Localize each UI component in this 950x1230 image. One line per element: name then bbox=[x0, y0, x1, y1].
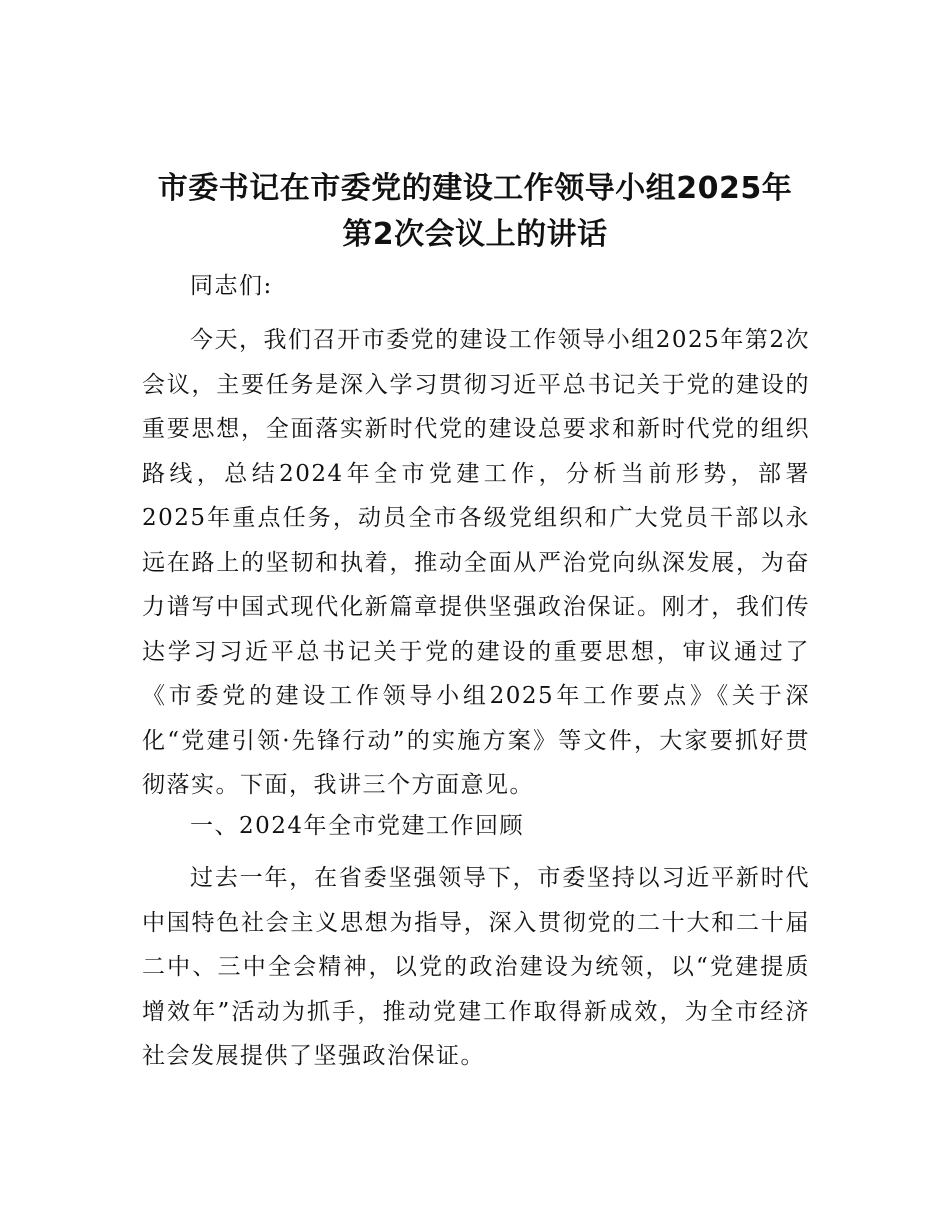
section-heading-1: 一、2024年全市党建工作回顾 bbox=[190, 813, 525, 839]
document-title-line-1: 市委书记在市委党的建设工作领导小组2025年 bbox=[157, 171, 793, 206]
paragraph-review: 过去一年，在省委坚强领导下，市委坚持以习近平新时代中国特色社会主义思想为指导，深入贯彻党的二十大和二十届二中、三中全会精神，以党的政治建设为统领，以“党建提质增效年”活动为抓手，推动党建工作取得新成效，为全市经济社会发展提供了坚强政治保证。 bbox=[142, 865, 810, 1069]
salutation: 同志们: bbox=[190, 273, 273, 299]
paragraph-opening: 今天，我们召开市委党的建设工作领导小组2025年第2次会议，主要任务是深入学习贯彻习近平总书记关于党的建设的重要思想，全面落实新时代党的建设总要求和新时代党的组织路线，总结2024年全市党建工作，分析当前形势，部署2025年重点任务，动员全市各级党组织和广大党员干部以永远在路上的坚韧和执着，推动全面从严治党向纵深发展，为奋力谱写中国式现代化新篇章提供坚强政治保证。刚才，我们传达学习习近平总书记关于党的建设的重要思想，审议通过了《市委党的建设工作领导小组2025年工作要点》《关于深化“党建引领·先锋行动”的实施方案》等文件，大家要抓好贯彻落实。下面，我讲三个方面意见。 bbox=[142, 327, 810, 798]
document-title-line-2: 第2次会议上的讲话 bbox=[342, 217, 608, 252]
